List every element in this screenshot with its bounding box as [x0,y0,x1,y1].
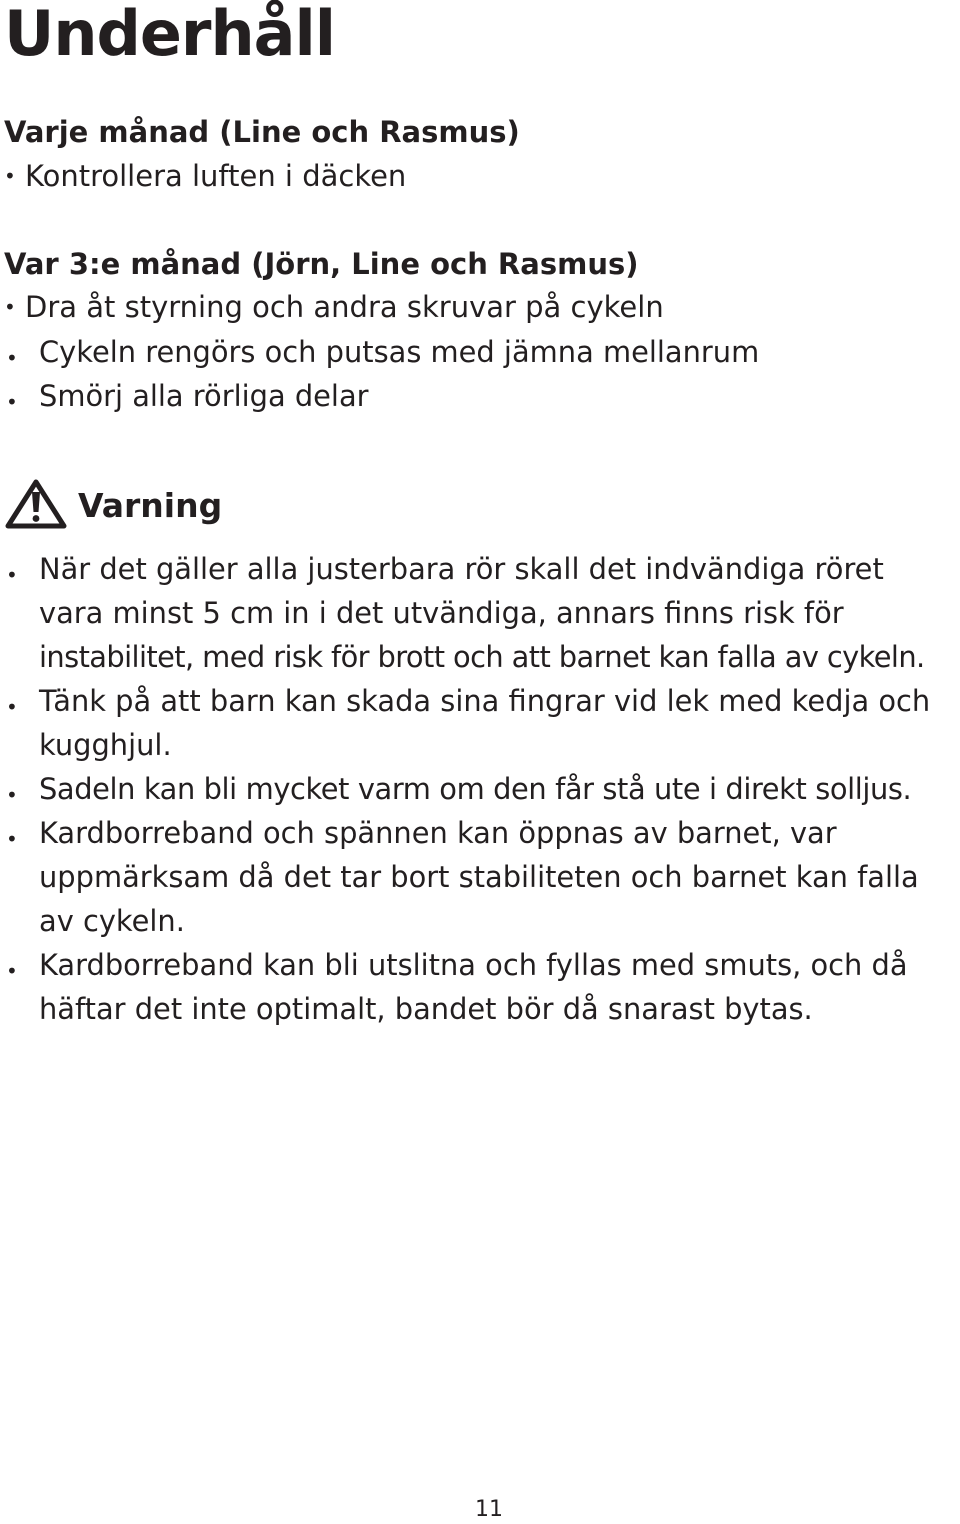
quarterly-item-text: Dra åt styrning och andra skruvar på cykeln [25,290,664,324]
monthly-item-text: Kontrollera luften i däcken [25,159,407,193]
warning-item-line: När det gäller alla justerbara rör skall det indvändiga röret [39,552,884,586]
warning-heading: Varning [78,486,223,525]
monthly-list-item [4,158,406,194]
warning-item-line: Kardborreband och spännen kan öppnas av barnet, var [39,816,837,850]
warning-item-line: uppmärksam då det tar bort stabiliteten och barnet kan falla [39,860,919,894]
warning-item-line: Tänk på att barn kan skada sina fingrar vid lek med kedja och [39,684,931,718]
warning-item-line: Sadeln kan bli mycket varm om den får stå ute i direkt solljus. [39,772,912,806]
bullet-marker: • [6,390,18,414]
warning-triangle-icon [4,478,68,530]
warning-item-line: instabilitet, med risk för brott och att barnet kan falla av cykeln. [39,640,925,674]
quarterly-heading: Var 3:e månad (Jörn, Line och Rasmus) [4,247,639,281]
warning-item-line: av cykeln. [39,904,185,938]
bullet-marker: • [6,959,18,983]
quarterly-item-text: Cykeln rengörs och putsas med jämna mellanrum [39,335,760,369]
bullet-marker: • [6,695,18,719]
page-title: Underhåll [4,0,335,70]
warning-item-line: häftar det inte optimalt, bandet bör då snarast bytas. [39,992,813,1026]
warning-item-line: vara minst 5 cm in i det utvändiga, annars finns risk för [39,596,844,630]
quarterly-list-item [4,289,664,325]
bullet-marker: • [6,563,18,587]
bullet-marker: • [6,346,18,370]
warning-item-line: kugghjul. [39,728,172,762]
bullet-marker: • [6,827,18,851]
monthly-heading: Varje månad (Line och Rasmus) [4,115,520,149]
bullet-marker: • [4,164,16,188]
bullet-marker: • [6,783,18,807]
quarterly-item-text: Smörj alla rörliga delar [39,379,369,413]
warning-item-line: Kardborreband kan bli utslitna och fyllas med smuts, och då [39,948,908,982]
page-number: 11 [475,1497,503,1522]
bullet-marker: • [4,295,16,319]
